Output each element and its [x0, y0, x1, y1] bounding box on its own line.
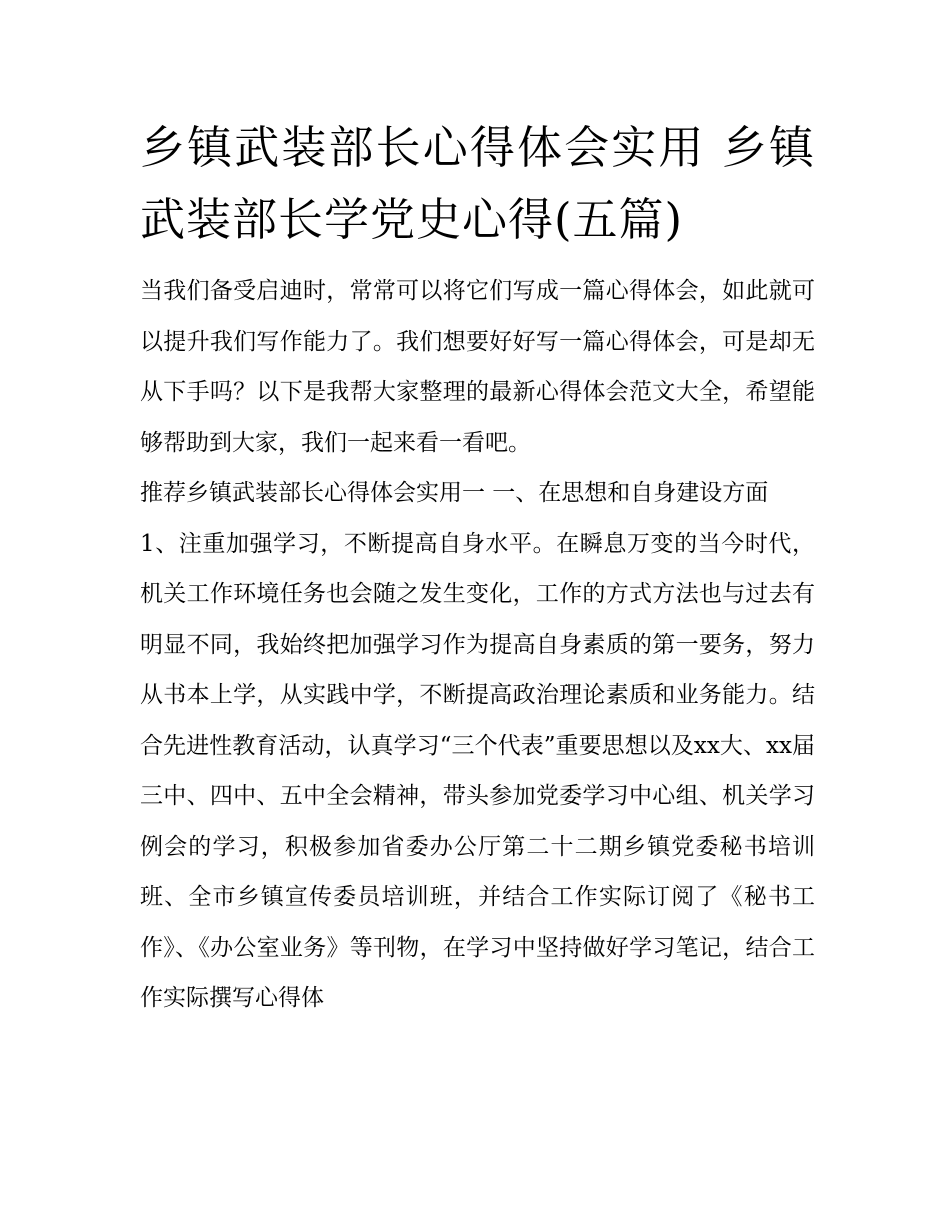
- body-paragraph: 1、注重加强学习，不断提高自身水平。在瞬息万变的当今时代，机关工作环境任务也会随之发生变化，工作的方式方法也与过去有明显不同，我始终把加强学习作为提高自身素质的第一要务，努力从书本上学，从实践中学，不断提高政治理论素质和业务能力。结合先进性教育活动，认真学习“三个代表”重要思想以及xx大、xx届三中、四中、五中全会精神，带头参加党委学习中心组、机关学习例会的学习，积极参加省委办公厅第二十二期乡镇党委秘书培训班、全市乡镇宣传委员培训班，并结合工作实际订阅了《秘书工作》、《办公室业务》等刊物，在学习中坚持做好学习笔记，结合工作实际撰写心得体: [140, 530, 815, 1011]
- section-heading: 推荐乡镇武装部长心得体会实用一 一、在思想和自身建设方面: [140, 480, 769, 506]
- document-title: 乡镇武装部长心得体会实用 乡镇武装部长学党史心得(五篇): [140, 121, 815, 246]
- intro-paragraph: 当我们备受启迪时，常常可以将它们写成一篇心得体会，如此就可以提升我们写作能力了。我们想要好好写一篇心得体会，可是却无从下手吗？以下是我帮大家整理的最新心得体会范文大全，希望能够帮助到大家，我们一起来看一看吧。: [140, 278, 815, 456]
- document-body: [140, 112, 815, 1024]
